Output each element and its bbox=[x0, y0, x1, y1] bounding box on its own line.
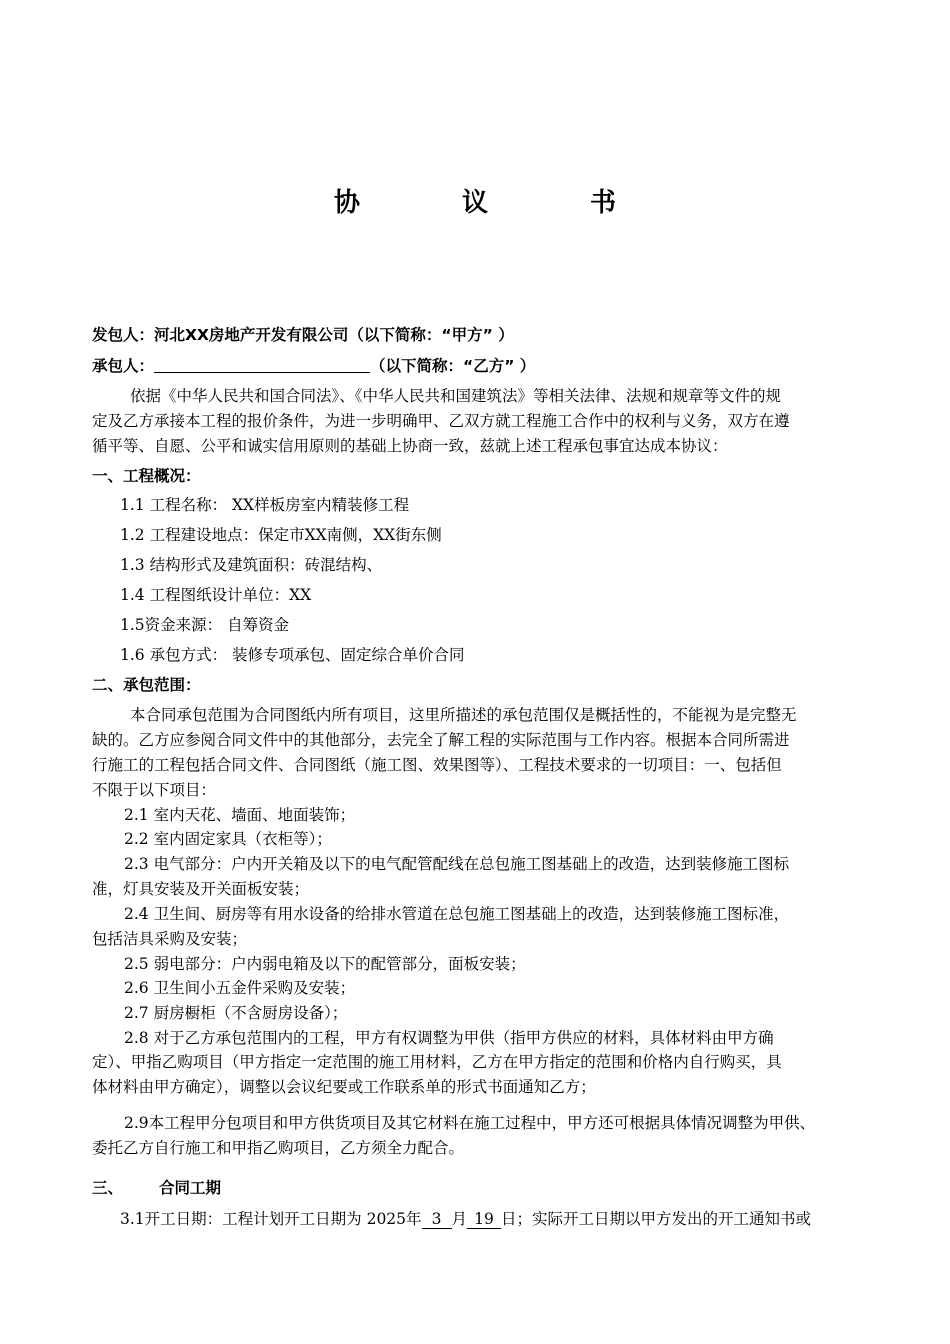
section2-intro-line: 不限于以下项目： bbox=[92, 781, 217, 799]
section2-item: 包括洁具采购及安装； bbox=[92, 930, 248, 948]
section3-line bbox=[120, 1209, 811, 1229]
section2-item: 体材料由甲方确定），调整以会议纪要或工作联系单的形式书面通知乙方； bbox=[92, 1078, 596, 1096]
document-title: 协 议 书 bbox=[333, 188, 654, 218]
section2-item: 2.5 弱电部分：户内弱电箱及以下的配管部分，面板安装； bbox=[124, 955, 526, 973]
preamble-line: 循平等、自愿、公平和诚实信用原则的基础上协商一致，兹就上述工程承包事宜达成本协议： bbox=[92, 437, 728, 455]
section1-item: 1.2 工程建设地点：保定市XX南侧，XX街东侧 bbox=[120, 526, 442, 544]
section2-item: 准，灯具安装及开关面板安装； bbox=[92, 880, 310, 898]
section2-item: 委托乙方自行施工和甲指乙购项目，乙方须全力配合。 bbox=[92, 1139, 465, 1157]
section3-heading-text: 合同工期 bbox=[159, 1179, 222, 1197]
section2-intro-line: 缺的。乙方应参阅合同文件中的其他部分，去完全了解工程的实际范围与工作内容。根据本合同所需进 bbox=[92, 731, 790, 749]
preamble-line: 定及乙方承接本工程的报价条件，为进一步明确甲、乙双方就工程施工合作中的权利与义务，双方在遵 bbox=[92, 412, 790, 430]
contractor-suffix: （以下简称：“乙方” ） bbox=[370, 357, 536, 375]
contractor-line bbox=[92, 356, 535, 376]
preamble-line: 依据《中华人民共和国合同法》、《中华人民共和国建筑法》等相关法律、法规和规章等文件的规 bbox=[130, 387, 782, 405]
section2-intro-line: 本合同承包范围为合同图纸内所有项目，这里所描述的承包范围仅是概括性的，不能视为是完整无 bbox=[130, 706, 797, 724]
employer-line bbox=[92, 325, 514, 345]
employer-name: 河北XX房地产开发有限公司（以下简称：“甲方” ） bbox=[154, 326, 514, 344]
section2-heading: 二、承包范围： bbox=[92, 676, 201, 694]
section2-item: 2.7 厨房橱柜（不含厨房设备）； bbox=[124, 1004, 348, 1022]
section1-item: 1.3 结构形式及建筑面积：砖混结构、 bbox=[120, 556, 383, 574]
section1-item: 1.5资金来源： 自筹资金 bbox=[120, 616, 290, 634]
section1-item: 1.6 承包方式： 装修专项承包、固定综合单价合同 bbox=[120, 646, 465, 664]
section3-heading-num: 三、 bbox=[92, 1179, 124, 1197]
section2-item: 定）、甲指乙购项目（甲方指定一定范围的施工用材料，乙方在甲方指定的范围和价格内自行购买，具 bbox=[92, 1053, 782, 1071]
start-day-value: 19 bbox=[467, 1210, 501, 1229]
start-date-prefix: 3.1开工日期：工程计划开工日期为 2025年 bbox=[120, 1210, 422, 1228]
section2-item: 2.1 室内天花、墙面、地面装饰； bbox=[124, 806, 356, 824]
month-label: 月 bbox=[451, 1210, 468, 1228]
section2-intro-line: 行施工的工程包括合同文件、合同图纸（施工图、效果图等）、工程技术要求的一切项目：一、包括但 bbox=[92, 756, 782, 774]
section2-item: 2.3 电气部分：户内开关箱及以下的电气配管配线在总包施工图基础上的改造，达到装修施工图标 bbox=[124, 855, 790, 873]
section2-item: 2.6 卫生间小五金件采购及安装； bbox=[124, 979, 356, 997]
section2-item: 2.4 卫生间、厨房等有用水设备的给排水管道在总包施工图基础上的改造，达到装修施工图标准， bbox=[124, 905, 790, 923]
start-month-value: 3 bbox=[422, 1210, 452, 1229]
employer-label: 发包人： bbox=[92, 326, 155, 344]
contractor-label: 承包人： bbox=[92, 357, 155, 375]
contractor-name-blank bbox=[154, 356, 370, 373]
section2-item: 2.8 对于乙方承包范围内的工程，甲方有权调整为甲供（指甲方供应的材料，具体材料由甲方确 bbox=[124, 1029, 774, 1047]
section1-item: 1.4 工程图纸设计单位：XX bbox=[120, 586, 312, 604]
section1-item: 1.1 工程名称： XX样板房室内精装修工程 bbox=[120, 496, 410, 514]
section2-item: 2.2 室内固定家具（衣柜等）； bbox=[124, 830, 332, 848]
section1-heading: 一、工程概况： bbox=[92, 467, 201, 485]
section3-heading bbox=[92, 1178, 221, 1198]
start-date-suffix: 日；实际开工日期以甲方发出的开工通知书或 bbox=[501, 1210, 812, 1228]
section2-item: 2.9本工程甲分包项目和甲方供货项目及其它材料在施工过程中，甲方还可根据具体情况调整为甲供、 bbox=[124, 1114, 816, 1132]
